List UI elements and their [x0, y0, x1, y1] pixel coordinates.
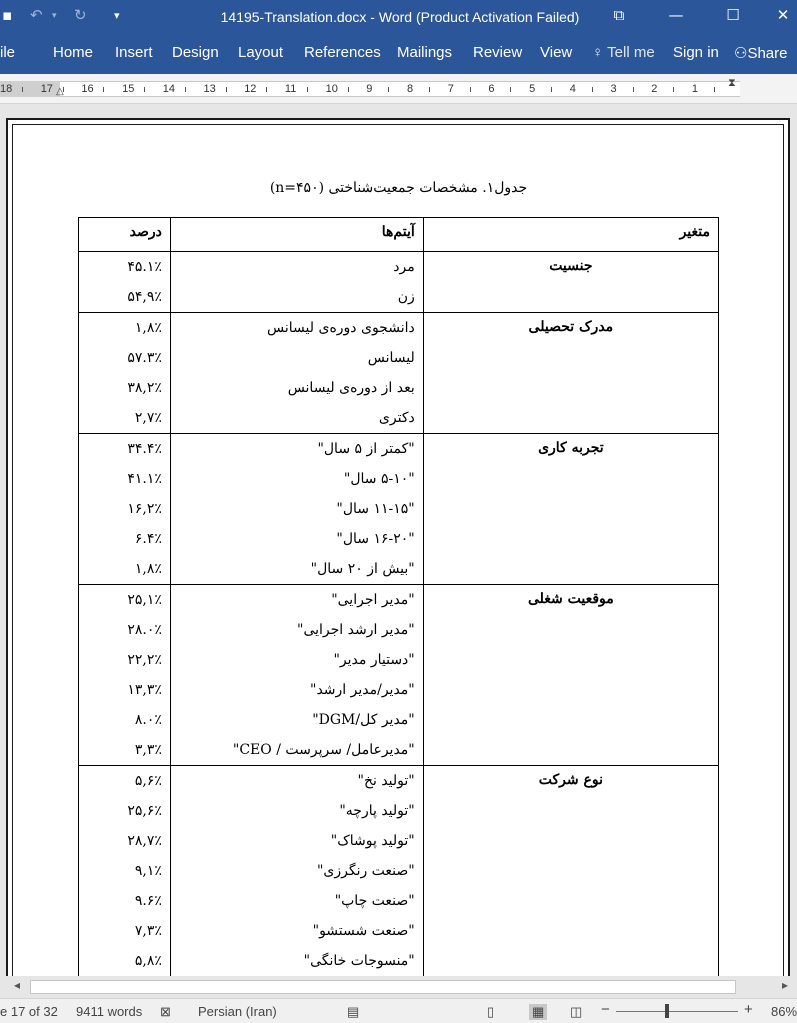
ruler-tick-label: 16 — [81, 83, 94, 95]
percent-text: ۵۴,۹٪ — [127, 289, 162, 305]
lightbulb-icon: ♀ — [592, 44, 604, 61]
ruler-tick-mark — [551, 87, 552, 92]
percent-text: ۸.۰٪ — [134, 712, 162, 728]
percent-text: ۴۵.۱٪ — [127, 259, 162, 275]
read-mode-icon[interactable]: ▯ — [487, 1004, 495, 1019]
ruler-tick-mark — [388, 87, 389, 92]
item-text: "مدیر کل/DGM" — [312, 712, 415, 728]
table-row — [79, 252, 719, 313]
percent-text: ۵,۸٪ — [134, 953, 162, 969]
percent-text: ۲۸.۰٪ — [127, 622, 162, 638]
scroll-left-icon[interactable]: ◂ — [14, 978, 21, 992]
item-text: دکتری — [378, 410, 415, 426]
header-variable: متغیر — [423, 218, 718, 252]
ruler-tick-label: 13 — [203, 83, 216, 95]
percent-text: ۱۳,۳٪ — [127, 682, 162, 698]
percent-text: ۱۶,۲٪ — [127, 501, 162, 517]
percent-text: ۱,۸٪ — [134, 561, 162, 577]
item-text: "منسوجات خانگی" — [303, 953, 415, 969]
horizontal-scrollbar[interactable] — [0, 976, 797, 998]
ruler-tick-mark — [307, 87, 308, 92]
ruler-tick-label: 7 — [447, 83, 454, 95]
percent-text: ۲۵,۱٪ — [127, 592, 162, 608]
item-text: "بیش از ۲۰ سال" — [310, 561, 415, 577]
scrollbar-thumb[interactable] — [30, 980, 736, 994]
ruler-tick-label: 18 — [0, 83, 13, 95]
item-text: "مدیر اجرایی" — [331, 592, 415, 608]
horizontal-ruler[interactable] — [0, 74, 797, 104]
item-text: بعد از دوره‌ی لیسانس — [287, 380, 415, 396]
ruler-tick-label: 6 — [488, 83, 495, 95]
percent-text: ۹.۶٪ — [134, 893, 162, 909]
minimize-button[interactable]: — — [668, 6, 684, 24]
item-text: دانشجوی دوره‌ی لیسانس — [267, 320, 415, 336]
ruler-tick-mark — [22, 87, 23, 92]
items-cell — [170, 766, 423, 977]
zoom-level[interactable]: 86% — [771, 1004, 797, 1019]
item-text: "مدیر ارشد اجرایی" — [297, 622, 415, 638]
web-layout-icon[interactable]: ◫ — [570, 1004, 583, 1019]
percent-cell — [79, 313, 171, 434]
language-indicator[interactable]: Persian (Iran) — [198, 1004, 277, 1019]
ruler-tick-mark — [103, 87, 104, 92]
ruler-tick-label: 17 — [40, 83, 53, 95]
table-caption: جدول۱. مشخصات جمعیت‌شناختی (n=۴۵۰) — [269, 180, 528, 196]
percent-cell — [79, 252, 171, 313]
header-items: آیتم‌ها — [170, 218, 423, 252]
percent-text: ۵,۶٪ — [134, 773, 162, 789]
header-percent: درصد — [79, 218, 171, 252]
print-layout-icon[interactable]: ▦ — [529, 1004, 547, 1020]
status-bar — [0, 998, 797, 1023]
percent-cell — [79, 434, 171, 585]
ruler-tick-label: 12 — [244, 83, 257, 95]
ribbon-display-options-icon[interactable]: ⧉ — [613, 6, 625, 24]
percent-text: ۳,۳٪ — [134, 742, 162, 758]
item-text: "۱۶-۲۰ سال" — [336, 531, 415, 547]
percent-text: ۶.۴٪ — [134, 531, 162, 547]
ruler-tick-label: 9 — [366, 83, 373, 95]
tab-design[interactable]: Design — [172, 44, 219, 61]
ruler-tick-mark — [429, 87, 430, 92]
scroll-right-icon[interactable]: ▸ — [782, 978, 789, 992]
tell-me-label: Tell me — [607, 44, 655, 61]
person-icon: ⚇ — [734, 45, 748, 62]
proofing-icon[interactable]: ⊠ — [160, 1004, 171, 1019]
ruler-tick-label: 5 — [529, 83, 536, 95]
item-text: "مدیر/مدیر ارشد" — [310, 682, 415, 698]
item-text: "کمتر از ۵ سال" — [317, 441, 415, 457]
item-text: زن — [397, 289, 415, 305]
tab-home[interactable]: Home — [53, 44, 94, 61]
table-header-row — [79, 218, 719, 252]
items-cell — [170, 313, 423, 434]
item-text: "صنعت شستشو" — [312, 923, 415, 939]
item-text: "تولید پارچه" — [339, 803, 415, 819]
share-label: Share — [747, 45, 788, 62]
item-text: "۱۱-۱۵ سال" — [336, 501, 415, 517]
ruler-tick-label: 11 — [284, 83, 297, 95]
variable-cell: موقعیت شغلی — [423, 585, 718, 766]
tab-view[interactable]: View — [540, 44, 573, 61]
ruler-tick-label: 3 — [610, 83, 617, 95]
percent-text: ۵۷.۳٪ — [127, 350, 162, 366]
ruler-tick-mark — [348, 87, 349, 92]
right-indent-marker-icon[interactable]: ⧗ — [728, 76, 736, 89]
undo-icon[interactable]: ↶ — [30, 6, 43, 24]
percent-text: ۹,۱٪ — [134, 863, 162, 879]
percent-text: ۳۸,۲٪ — [127, 380, 162, 396]
items-cell — [170, 252, 423, 313]
share-button[interactable] — [734, 44, 787, 62]
tab-review[interactable]: Review — [473, 44, 523, 61]
item-text: "۵-۱۰ سال" — [343, 471, 415, 487]
variable-cell: تجربه کاری — [423, 434, 718, 585]
ruler-tick-label: 4 — [569, 83, 576, 95]
tab-file[interactable]: ile — [0, 44, 16, 61]
table-row — [79, 313, 719, 434]
ruler-tick-mark — [470, 87, 471, 92]
window-title: 14195-Translation.docx - Word (Product Activation Failed) — [220, 9, 580, 25]
percent-text: ۴۱.۱٪ — [127, 471, 162, 487]
ruler-tick-mark — [592, 87, 593, 92]
items-cell — [170, 434, 423, 585]
macro-icon[interactable]: ▤ — [347, 1004, 360, 1019]
ruler-tick-label: 15 — [122, 83, 135, 95]
items-cell — [170, 585, 423, 766]
hanging-indent-marker-icon[interactable]: △ — [56, 86, 64, 97]
maximize-button[interactable]: ☐ — [726, 6, 740, 24]
percent-cell — [79, 766, 171, 977]
percent-text: ۲۸,۷٪ — [127, 833, 162, 849]
percent-text: ۱,۸٪ — [134, 320, 162, 336]
close-button[interactable]: ✕ — [776, 6, 790, 24]
ruler-tick-mark — [144, 87, 145, 92]
item-text: "دستیار مدیر" — [333, 652, 415, 668]
undo-dropdown-icon[interactable]: ▾ — [52, 11, 57, 21]
zoom-out-button[interactable]: − — [601, 1001, 610, 1018]
tab-mailings[interactable]: Mailings — [397, 44, 453, 61]
tab-layout[interactable]: Layout — [238, 44, 284, 61]
table-row — [79, 434, 719, 585]
variable-cell: جنسیت — [423, 252, 718, 313]
ruler-tick-label: 1 — [691, 83, 699, 95]
tab-insert[interactable]: Insert — [115, 44, 153, 61]
tab-references[interactable]: References — [304, 44, 381, 61]
word-count[interactable]: 9411 words — [76, 1004, 143, 1019]
percent-text: ۲۲,۲٪ — [127, 652, 162, 668]
table-row — [79, 585, 719, 766]
ruler-tick-mark — [266, 87, 267, 92]
title-bar — [0, 0, 797, 34]
zoom-slider[interactable] — [616, 1011, 738, 1012]
item-text: لیسانس — [367, 350, 415, 366]
ruler-tick-label: 10 — [325, 83, 338, 95]
save-icon[interactable]: ▪ — [2, 6, 13, 24]
demographics-table — [78, 217, 719, 976]
percent-text: ۲,۷٪ — [134, 410, 162, 426]
percent-text: ۳۴.۴٪ — [127, 441, 162, 457]
zoom-slider-thumb[interactable] — [665, 1004, 669, 1018]
ruler-tick-mark — [714, 87, 715, 92]
ruler-tick-mark — [510, 87, 511, 92]
ruler-tick-mark — [185, 87, 186, 92]
item-text: "صنعت رنگرزی" — [316, 863, 415, 879]
item-text: "صنعت چاپ" — [334, 893, 415, 909]
percent-cell — [79, 585, 171, 766]
zoom-in-button[interactable]: + — [744, 1001, 753, 1018]
item-text: "تولید نخ" — [357, 773, 415, 789]
sign-in-link[interactable]: Sign in — [673, 44, 719, 61]
ruler-tick-label: 8 — [407, 83, 414, 95]
variable-cell: مدرک تحصیلی — [423, 313, 718, 434]
item-text: "مدیرعامل/ سرپرست / CEO" — [232, 742, 415, 758]
document-area[interactable] — [0, 104, 797, 976]
ribbon — [0, 34, 797, 74]
item-text: "تولید پوشاک" — [330, 833, 415, 849]
customize-quick-access-icon[interactable]: ▾ — [114, 9, 120, 22]
percent-text: ۷,۳٪ — [134, 923, 162, 939]
table-row — [79, 766, 719, 977]
variable-cell: نوع شرکت — [423, 766, 718, 977]
ruler-tick-mark — [226, 87, 227, 92]
ruler-tick-label: 14 — [162, 83, 176, 95]
percent-text: ۲۵,۶٪ — [127, 803, 162, 819]
tell-me-box[interactable] — [592, 44, 655, 61]
ruler-tick-mark — [633, 87, 634, 92]
ruler-tick-label: 2 — [651, 83, 658, 95]
redo-icon[interactable]: ↻ — [74, 6, 87, 24]
ruler-tick-mark — [673, 87, 674, 92]
item-text: مرد — [393, 259, 415, 275]
page-count[interactable]: e 17 of 32 — [0, 1004, 58, 1019]
